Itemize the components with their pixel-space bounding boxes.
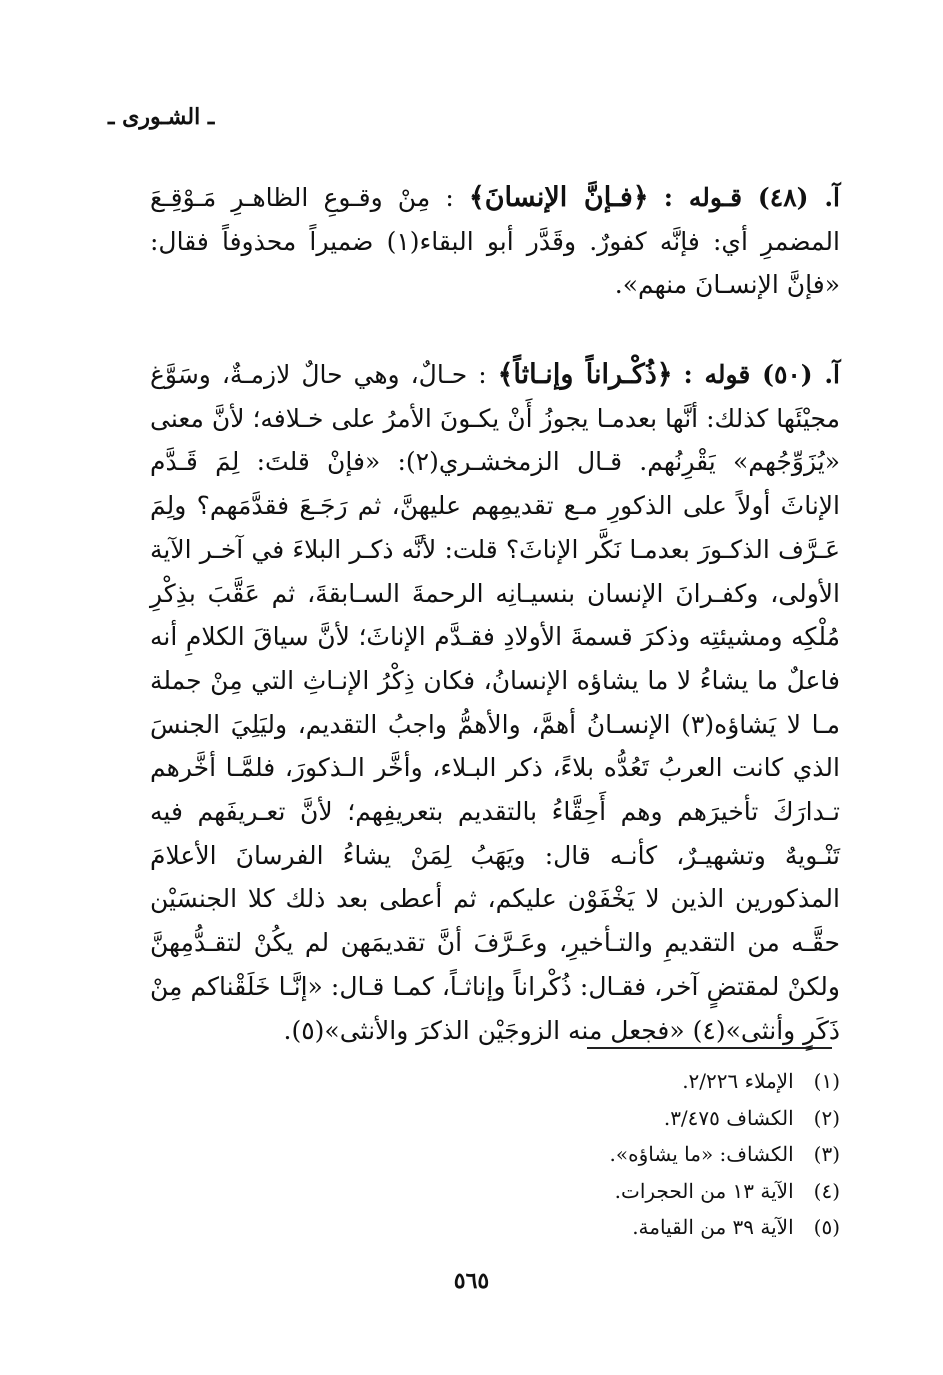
footnote-item <box>360 1173 840 1210</box>
footnote-text: الكشاف ٣/٤٧٥. <box>663 1105 794 1130</box>
entry-body: : مِنْ وقـوعِ الظاهـرِ مَـوْقِـعَ المضمرِ أي: فإنَّه كفورٌ. وقَدَّر أبو البقاء(١) ضميراً محذوفاً فقال: «فإنَّ الإنسـانَ منهم». <box>150 183 840 300</box>
running-title: ـ الشـورى ـ <box>108 104 215 130</box>
footnote-separator <box>587 1047 832 1049</box>
quranic-phrase: ﴿فـإنَّ الإنسانَ﴾ <box>468 182 649 213</box>
footnote-number: (٤) <box>813 1178 840 1203</box>
commentary-entry-48 <box>150 176 840 307</box>
footnote-item <box>360 1063 840 1100</box>
footnote-item <box>360 1100 840 1137</box>
footnote-number: (٣) <box>813 1142 840 1166</box>
footnote-number: (٥) <box>813 1215 840 1239</box>
commentary-entry-50 <box>150 353 840 1052</box>
page-number: ٥٦٥ <box>453 1268 490 1294</box>
footnote-text: الآية ١٣ من الحجرات. <box>614 1178 794 1203</box>
footnotes-list <box>360 1063 840 1246</box>
quranic-phrase: ﴿ذُكْـراناً وإنـاثاً﴾ <box>497 359 673 390</box>
footnote-item <box>360 1136 840 1173</box>
footnote-text: الكشاف: «ما يشاؤه». <box>609 1142 794 1166</box>
running-header <box>0 104 943 130</box>
footnote-number: (٢) <box>813 1105 840 1130</box>
entry-lead: آ. (٥٠) قوله : <box>683 360 841 389</box>
entry-body: : حـالٌ، وهي حالٌ لازمـةٌ، وسَوَّغ مجيْئَها كذلك: أنَّها بعدمـا يجوزُ أَنْ يكـونَ الأمرُ على خـلافه؛ لأنَّ معنى «يُزَوِّجُهم» يَقْرِنُهم. قـال الزمخشـري(٢): «فإنْ قلتَ: لِمَ قَـدَّم الإناثَ أولاً على الذكورِ مـع تقديمِهم عليهنَّ، ثم رَجَـعَ فقدَّمَهم؟ ولِمَ عَـرَّف الذكـورَ بعدمـا نَكَّر الإناثَ؟ قلت: لأنَّه ذكـر البلاءَ في آخـر الآية الأولى، وكفـرانَ الإنسان بنسيـانِه الرحمةَ السـابقةَ، ثم عَقَّبَ بذِكْرِ مُلْكِه ومشيئتِه وذكرَ قسمةَ الأولادِ فقـدَّم الإناثَ؛ لأنَّ سياقَ الكلامِ أنه فاعلٌ ما يشاءُ لا ما يشاؤه الإنسانُ، فكان ذِكْرُ الإنـاثِ التي مِنْ جملة مـا لا يَشاؤه(٣) الإنسـانُ أهمَّ، والأهمُّ واجبُ التقديم، وليَلِيَ الجنسَ الذي كانت العربُ تَعُدُّه بلاءً، ذكر البـلاء، وأخَّر الـذكورَ، فلمَّـا أخَّرهم تـدارَكَ تأخيرَهم وهم أَحِقَّاءُ بالتقديم بتعريفِهم؛ لأنَّ تعـريفَهم فيه تَنْـويهٌ وتشهيـرٌ، كأنـه قال: ويَهَبُ لِمَنْ يشاءُ الفرسانَ الأعلامَ المذكورين الذين لا يَخْفَوْن عليكم، ثم أعطى بعد ذلك كلا الجنسَيْن حقَّـه من التقديمِ والتـأخيرِ، وعَـرَّفَ أنَّ تقديمَهن لم يكُنْ لتقـدُّمِهنَّ ولكنْ لمقتضٍ آخر، فقـال: ذُكْراناً وإناثـاً، كمـا قـال: «إنَّـا خَلَقْناكم مِنْ ذَكَرٍ وأنثى»(٤) «فجعل منه الزوجَيْن الذكرَ والأنثى»(٥). <box>150 360 841 1045</box>
footnote-number: (١) <box>813 1069 840 1093</box>
footnote-text: الإملاء ٢/٢٢٦. <box>682 1069 794 1093</box>
footnote-item <box>360 1209 840 1246</box>
footnote-text: الآية ٣٩ من القيامة. <box>632 1215 794 1239</box>
entry-lead: آ. (٤٨) قـوله : <box>663 183 840 212</box>
